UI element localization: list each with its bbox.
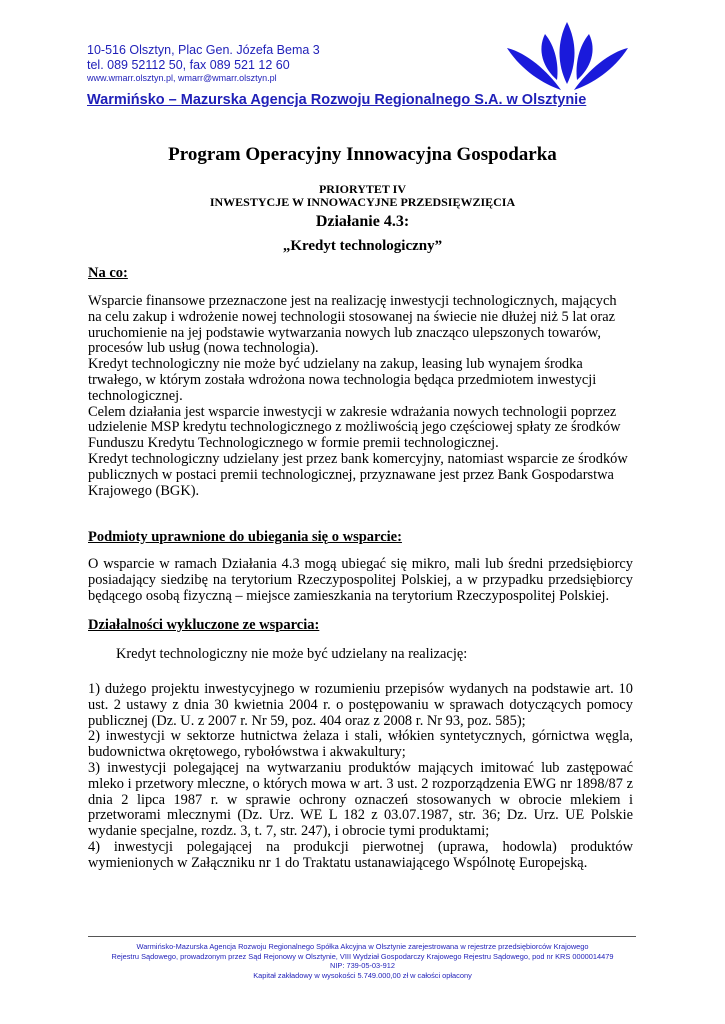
agency-logo-icon (505, 22, 630, 92)
excluded-list (88, 682, 633, 872)
header-web[interactable]: www.wmarr.olsztyn.pl, wmarr@wmarr.olsztyn.pl (87, 73, 277, 83)
excluded-intro: Kredyt technologiczny nie może być udzielany na realizację: (116, 646, 468, 662)
list-item: 4) inwestycji polegającej na produkcji pierwotnej (uprawa, hodowla) produktów wymienionych w Załączniku nr 1 do Traktatu ustanawiającego Wspólnotę Europejską. (88, 838, 633, 871)
purpose-paragraph: Celem działania jest wsparcie inwestycji w zakresie wdrażania nowych technologii poprzez udzielenie MSP kredytu technologicznego z możliwością jego częściowej spłaty ze środków Funduszu Kredytu Technologicznego w formie premii technologicznej. (88, 403, 621, 452)
footer-line: Rejestru Sądowego, prowadzonym przez Sąd Rejonowy w Olsztynie, VIII Wydział Gospodarczy Krajowego Rejestru Sądowego, pod nr KRS 0000014479 (111, 951, 614, 961)
priority-name: INWESTYCJE W INNOWACYJNE PRZEDSIĘWZIĘCIA (209, 195, 516, 209)
footer-line: Warmińsko-Mazurska Agencja Rozwoju Regionalnego Spółka Akcyjna w Olsztynie zarejestrowana w rejestrze przedsiębiorców Krajowego (136, 942, 589, 951)
purpose-paragraph: Wsparcie finansowe przeznaczone jest na realizację inwestycji technologicznych, mających na celu zakup i wdrożenie nowej technologii stosowanej na świecie nie dłużej niż 5 lat oraz uruchomienie na jej podstawie wytwarzania nowych lub znacząco ulepszonych towarów, procesów lub usług (nowa technologia). (88, 293, 617, 357)
purpose-text (88, 294, 633, 499)
eligible-text: O wsparcie w ramach Działania 4.3 mogą ubiegać się mikro, mali lub średni przedsiębiorcy posiadający siedzibę na terytorium Rzeczypospolitej Polskiej, a w przypadku przedsiębiorcy będącego osobą fizyczną – miejsce zamieszkania na terytorium Rzeczypospolitej Polskiej. (88, 556, 633, 604)
action-name: „Kredyt technologiczny” (282, 238, 443, 254)
section-heading-purpose: Na co: (88, 265, 128, 281)
page-title: Program Operacyjny Innowacyjna Gospodarka (168, 144, 557, 165)
purpose-paragraph: Kredyt technologiczny nie może być udzielany na zakup, leasing lub wynajem środka trwałego, w którym została wdrożona nowa technologia będąca przedmiotem inwestycji technologicznej. (88, 356, 597, 404)
footer-line: Kapitał zakładowy w wysokości 5.749.000,00 zł w całości opłacony (253, 970, 472, 980)
list-item: 2) inwestycji w sektorze hutnictwa żelaza i stali, włókien syntetycznych, górnictwa węgla, budownictwa okrętowego, rybołówstwa i akwakultury; (88, 728, 633, 761)
header-phone: tel. 089 52112 50, fax 089 521 12 60 (87, 58, 290, 72)
list-item: 3) inwestycji polegającej na wytwarzaniu produktów mających imitować lub zastępować mleko i przetwory mleczne, o których mowa w art. 3 ust. 2 rozporządzenia EWG nr 1898/87 z dnia 2 lipca 1987 r. w sprawie ochrony oznaczeń stosowanych w obrocie mlekiem i przetworami mlecznymi (Dz. Urz. WE L 182 z 03.07.1987, str. 36; Dz. Urz. UE Polskie wydanie specjalne, rozdz. 3, t. 7, str. 247), i obrocie tymi produktami; (88, 759, 633, 840)
footer (60, 942, 665, 980)
header-address: 10-516 Olsztyn, Plac Gen. Józefa Bema 3 (87, 43, 320, 57)
list-item: 1) dużego projektu inwestycyjnego w rozumieniu przepisów wydanych na podstawie art. 10 ust. 2 ustawy z dnia 30 kwietnia 2004 r. o postępowaniu w sprawach dotyczących pomocy publicznej (Dz. U. z 2007 r. Nr 59, poz. 404 oraz z 2008 r. Nr 93, poz. 585); (88, 681, 633, 729)
footer-line: NIP: 739-05-03-912 (330, 961, 395, 970)
agency-name: Warmińsko – Mazurska Agencja Rozwoju Regionalnego S.A. w Olsztynie (87, 92, 587, 108)
section-heading-excluded: Działalności wykluczone ze wsparcia: (88, 617, 320, 633)
priority-label: PRIORYTET IV (318, 182, 407, 196)
section-heading-eligible: Podmioty uprawnione do ubiegania się o wsparcie: (88, 529, 402, 545)
footer-divider (88, 936, 636, 937)
action-number: Działanie 4.3: (315, 213, 410, 230)
purpose-paragraph: Kredyt technologiczny udzielany jest przez bank komercyjny, natomiast wsparcie ze środków publicznych w postaci premii technologicznej, przyznawane jest przez Bank Gospodarstwa Krajowego (BGK). (88, 450, 628, 499)
